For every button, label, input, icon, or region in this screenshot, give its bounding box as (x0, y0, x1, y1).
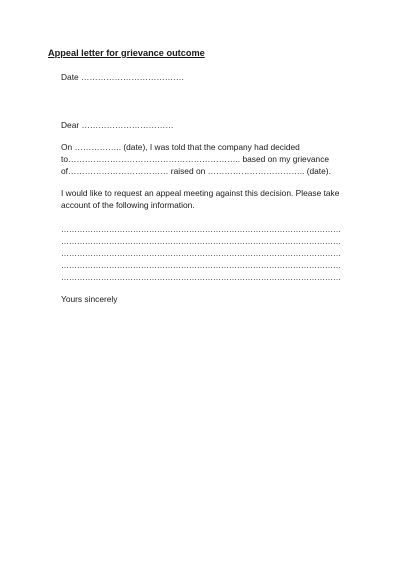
date-line: Date ………………………………. (61, 72, 184, 82)
closing: Yours sincerely (61, 294, 118, 304)
paragraph1-line3: of……………………………… raised on …………………………….. (date). (61, 166, 331, 176)
dotted-line: …………………………………………………………………………………………… (61, 237, 341, 246)
paragraph2-line1: I would like to request an appeal meeting against this decision. Please take (61, 188, 340, 198)
dotted-line: …………………………………………………………………………………………… (61, 225, 341, 234)
dotted-line: …………………………………………………………………………………………… (61, 273, 341, 282)
dotted-line: …………………………………………………………………………………………… (61, 261, 341, 270)
letter-title: Appeal letter for grievance outcome (48, 48, 205, 58)
paragraph1-line1: On …………….. (date), I was told that the company had decided (61, 142, 300, 152)
salutation: Dear …………………………… (61, 120, 174, 130)
paragraph1-line2: to…………………………………………………….. based on my grievance (61, 154, 330, 164)
dotted-line: …………………………………………………………………………………………… (61, 249, 341, 258)
paragraph2-line2: account of the following information. (61, 200, 195, 210)
